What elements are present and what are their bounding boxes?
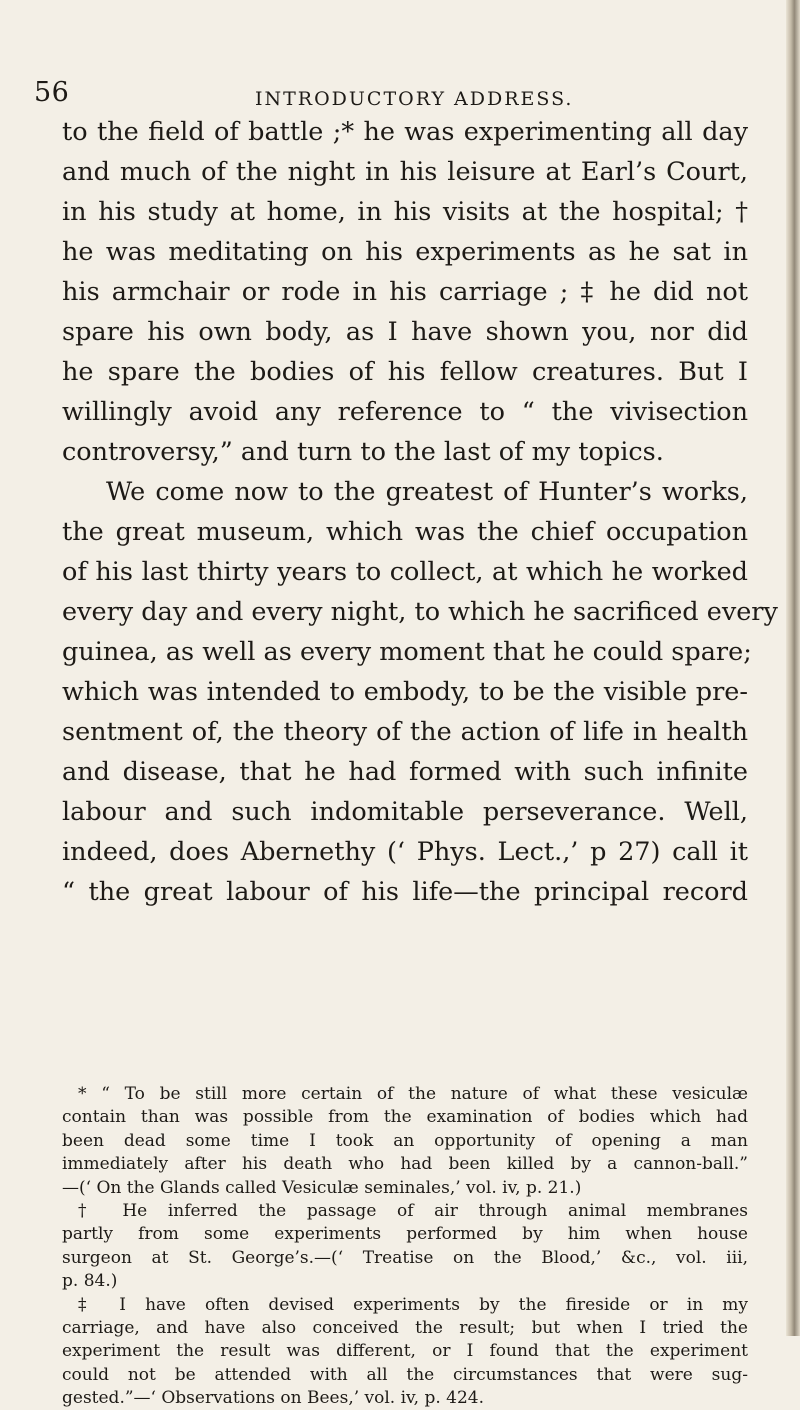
footnote-line: partly from some experiments performed by him when house [62,1224,748,1245]
footnote-line: gested.”—‘ Observations on Bees,’ vol. iv, p. 424. [62,1388,484,1409]
body-line: indeed, does Abernethy (‘ Phys. Lect.,’ p 27) call it [62,837,748,867]
body-line: sentment of, the theory of the action of life in health [62,717,748,747]
footnote-line: could not be attended with all the circumstances that were sug- [62,1364,748,1385]
body-line: which was intended to embody, to be the visible pre- [62,677,748,707]
body-line: he was meditating on his experiments as he sat in [62,237,748,267]
body-line: the great museum, which was the chief occupation [62,517,748,547]
page-edge-shadow [786,0,800,1336]
footnote-line: surgeon at St. George’s.—(‘ Treatise on the Blood,’ &c., vol. iii, [62,1247,748,1268]
footnote-line: —(‘ On the Glands called Vesiculæ seminales,’ vol. iv, p. 21.) [62,1177,582,1198]
body-line: labour and such indomitable perseverance. Well, [62,797,748,827]
body-line: he spare the bodies of his fellow creatures. But I [62,357,748,387]
body-line: and disease, that he had formed with such infinite [62,757,748,787]
body-line-paragraph-start: We come now to the greatest of Hunter’s works, [106,477,748,507]
footnote-line: experiment the result was different, or I found that the experiment [62,1341,748,1362]
body-line: every day and every night, to which he sacrificed every [62,597,778,627]
footnote-line: immediately after his death who had been killed by a cannon-ball.” [62,1154,748,1175]
body-line: guinea, as well as every moment that he could spare; [62,637,752,667]
footnote-line: † He inferred the passage of air through animal membranes [78,1200,748,1221]
footnote-line: p. 84.) [62,1271,118,1292]
body-line: to the field of battle ;* he was experimenting all day [62,117,748,147]
running-head: INTRODUCTORY ADDRESS. [255,88,574,110]
footnote-line: * “ To be still more certain of the nature of what these vesiculæ [78,1084,748,1104]
page-number: 56 [34,77,70,108]
body-line: and much of the night in his leisure at Earl’s Court, [62,157,748,187]
footnote-line: been dead some time I took an opportunity of opening a man [62,1130,748,1151]
footnotes [62,1083,748,1410]
body-line: of his last thirty years to collect, at which he worked [62,557,748,587]
body-line: spare his own body, as I have shown you, nor did [62,317,748,347]
footnote-line: ‡ I have often devised experiments by the fireside or in my [78,1294,748,1315]
body-line: in his study at home, in his visits at the hospital; † [62,197,748,227]
footnote-line: carriage, and have also conceived the result; but when I tried the [62,1317,748,1338]
body-line: willingly avoid any reference to “ the vivisection [62,397,748,427]
body-line: controversy,” and turn to the last of my topics. [62,437,664,467]
body-text [62,112,778,912]
body-line: his armchair or rode in his carriage ; ‡ he did not [62,277,748,307]
footnote-line: contain than was possible from the examination of bodies which had [62,1107,748,1128]
body-line: “ the great labour of his life—the principal record [62,877,748,907]
